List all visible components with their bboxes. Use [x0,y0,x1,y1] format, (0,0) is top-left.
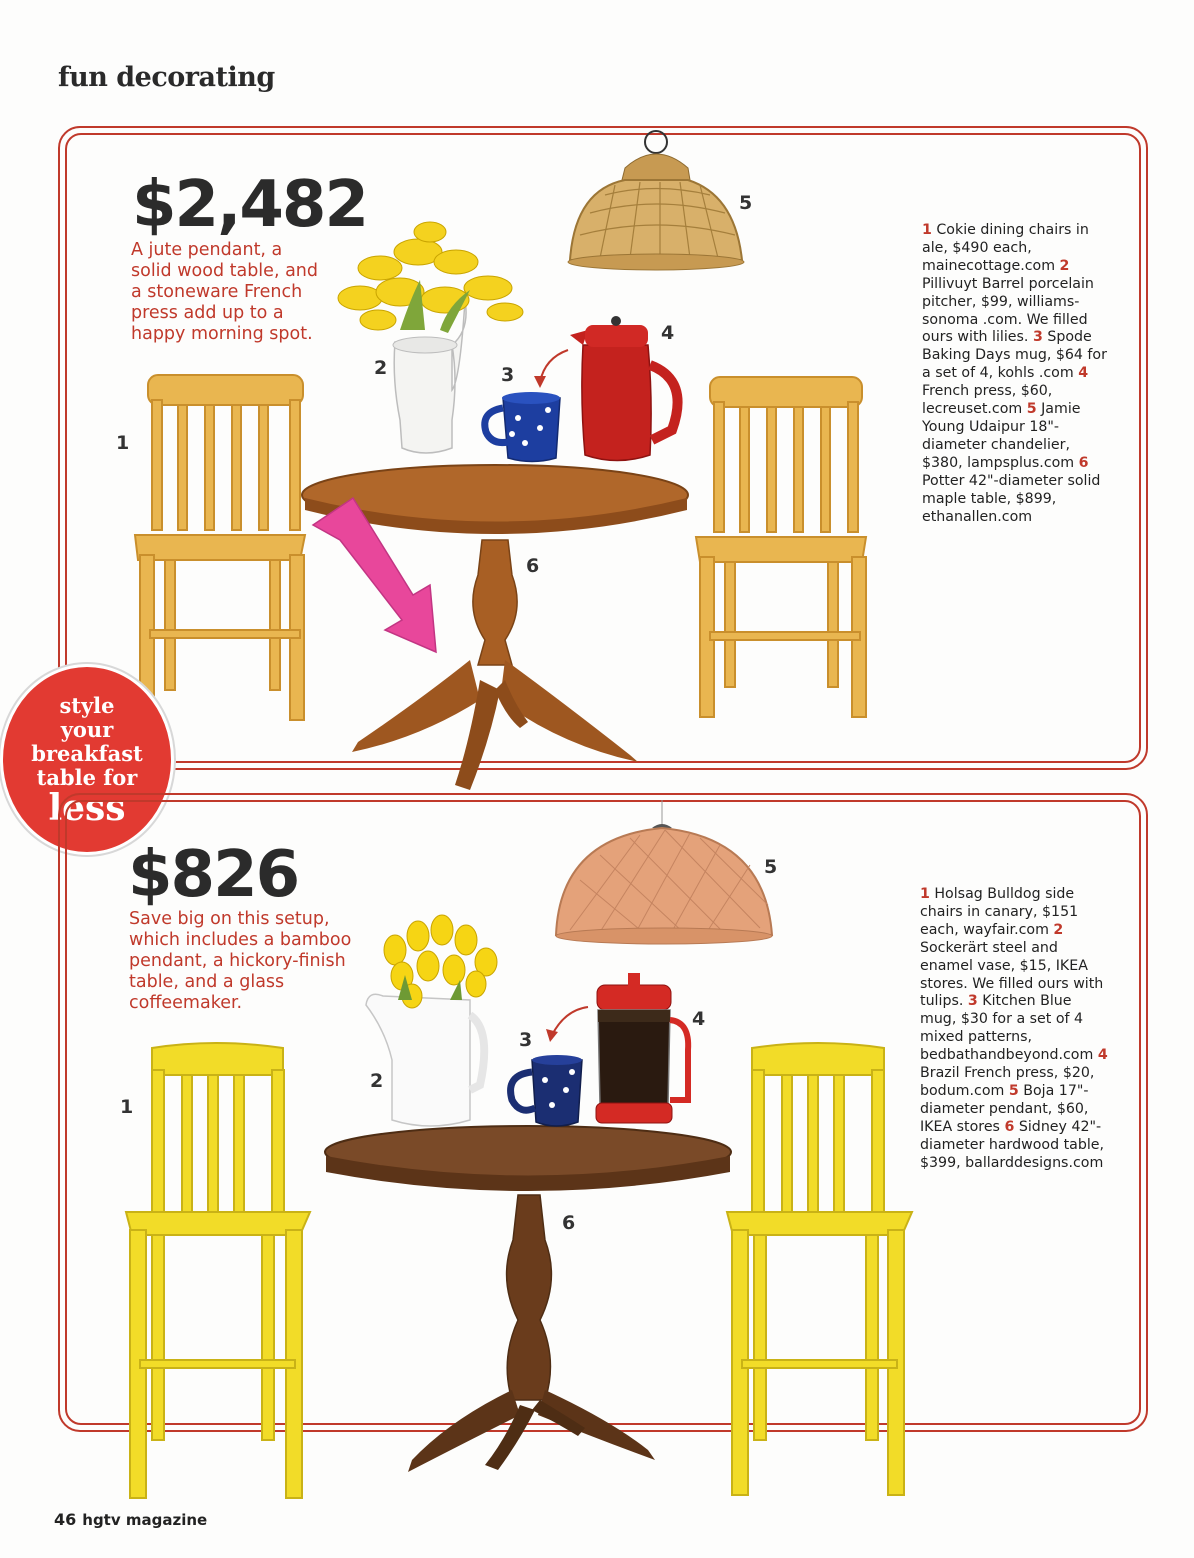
credit-text: Brazil French press, $20, bodum.com [920,1065,1095,1099]
credit-text: Jamie Young Udaipur 18"-diameter chandelier, $380, lampsplus.com [922,401,1081,471]
look1-item-number: 1 [116,432,130,454]
flower-pitcher-icon [338,222,523,453]
credit-number: 4 [1078,365,1089,382]
pendant-lamp-icon [568,131,744,270]
section-title: fun decorating [58,62,275,93]
look2-credits [920,886,1110,1173]
look1-item-number: 5 [739,192,753,214]
look2-item-number: 5 [764,856,778,878]
look2-item-number: 6 [562,1212,576,1234]
arrow-icon [534,376,546,388]
look1-price: $2,482 [132,168,367,242]
chair-icon [126,1043,310,1498]
look1-item-number: 6 [526,555,540,577]
publication-name: hgtv magazine [82,1511,208,1529]
credit-number: 6 [1078,454,1089,471]
mug-icon [485,392,560,462]
look1-item-number: 4 [661,322,675,344]
credit-text: Boja 17"-diameter pendant, $60, IKEA stores [920,1082,1089,1135]
look1-credits [922,222,1112,526]
chair-icon [135,375,305,720]
credit-number: 1 [920,886,930,902]
look2-blurb: Save big on this setup, which includes a bamboo pendant, a hickory-finish table, and a glass coffeemaker. [129,909,352,1013]
badge-line: your [60,716,114,742]
badge-big-word: less [48,786,126,829]
credit-number: 3 [967,993,978,1010]
badge-line: table for [36,764,138,790]
look1-item-number: 3 [501,364,515,386]
look1-item-number: 2 [374,357,388,379]
credit-text: Pillivuyt Barrel porcelain pitcher, $99, williams-sonoma .com. We filled ours with lilies. [922,275,1094,346]
credit-text: Potter 42"-diameter solid maple table, $899, ethanallen.com [922,472,1101,525]
badge-line: style [59,692,115,718]
page-number: 46 [54,1510,77,1529]
credit-number: 6 [1004,1118,1015,1135]
badge-line: breakfast [31,740,143,766]
credit-text: Sockerärt steel and enamel vase, $15, IKEA stores. We filled ours with tulips. [920,939,1104,1010]
arrow-icon [546,1029,558,1042]
mug-icon [511,1055,582,1126]
look2-item-number: 4 [692,1008,706,1030]
credit-number: 2 [1059,257,1070,274]
credit-text: Holsag Bulldog side chairs in canary, $151 each, wayfair.com [920,886,1079,938]
look2-price: $826 [128,838,299,912]
chair-icon [727,1043,912,1495]
pedestal-table-icon [325,1126,731,1472]
look2-item-number: 2 [370,1070,384,1092]
credit-text: Cokie dining chairs in ale, $490 each, mainecottage.com [922,222,1089,274]
credit-number: 2 [1053,921,1064,938]
page-footer [54,1510,207,1529]
pendant-lamp-icon [556,800,772,944]
look1-blurb: A jute pendant, a solid wood table, and a stoneware French press add up to a happy morning spot. [131,240,318,344]
french-press-icon [596,973,688,1123]
credit-number: 3 [1032,329,1043,346]
credit-number: 5 [1026,401,1037,418]
credit-text: Kitchen Blue mug, $30 for a set of 4 mixed patterns, bedbathandbeyond.com [920,993,1094,1064]
chair-icon [696,377,866,717]
credit-text: Sidney 42"-diameter hardwood table, $399, ballarddesigns.com [920,1118,1105,1171]
credit-number: 4 [1097,1047,1108,1064]
look2-item-number: 3 [519,1029,533,1051]
credit-text: French press, $60, lecreuset.com [922,383,1053,418]
flower-pitcher-icon [366,915,497,1126]
arrow-icon [552,1007,588,1035]
credit-number: 5 [1008,1082,1019,1099]
credit-number: 1 [922,222,932,238]
look2-item-number: 1 [120,1096,134,1118]
credit-text: Spode Baking Days mug, $64 for a set of 4, kohls .com [922,329,1107,382]
